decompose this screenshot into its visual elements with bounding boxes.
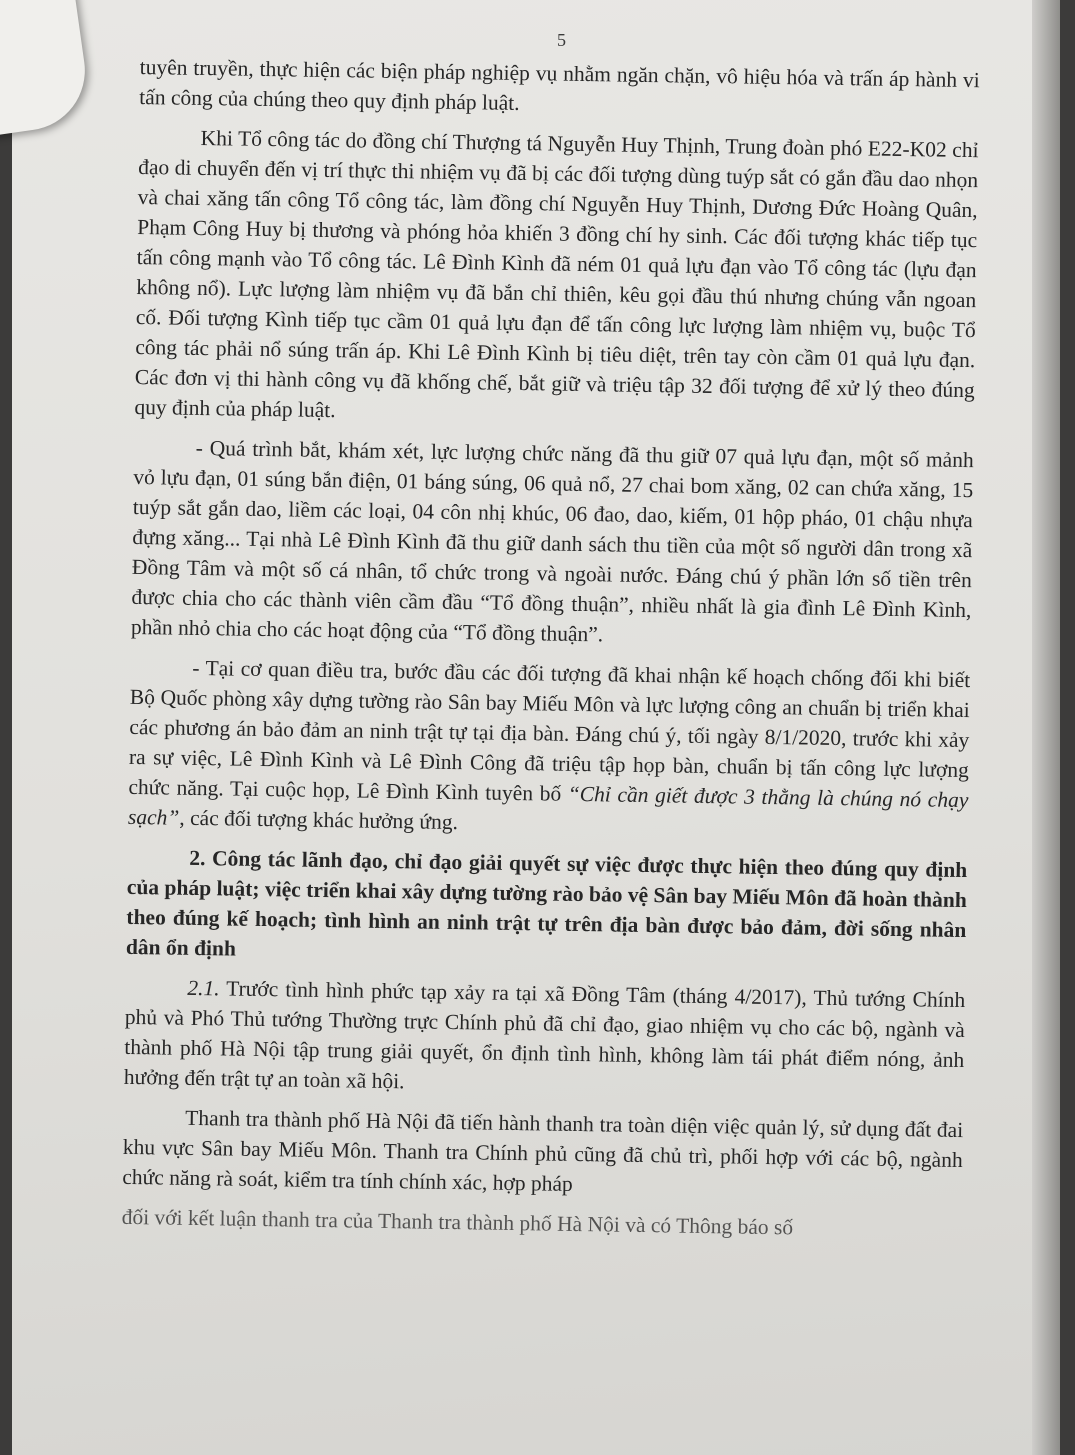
section-text: Trước tình hình phức tạp xảy ra tại xã Đồng Tâm (tháng 4/2017), Thủ tướng Chính phủ và Phó Thủ tướng Thường trực Chính phủ đã chỉ đạo, giao nhiệm vụ cho các bộ, ngành và thành phố Hà Nội tập trung giải quyết, ổn định tình hình, không làm tái phát điểm nóng, ảnh hưởng đến trật tự an toàn xã hội. [123, 976, 966, 1094]
folded-page-corner [0, 0, 93, 137]
paragraph-continuation: tuyên truyền, thực hiện các biện pháp nghiệp vụ nhằm ngăn chặn, vô hiệu hóa và trấn áp hành vi tấn công của chúng theo quy định pháp luật. [139, 54, 980, 115]
cut-off-line: đối với kết luận thanh tra của Thanh tra thành phố Hà Nội và có Thông báo số [121, 1204, 794, 1240]
paragraph-section-2-1 [124, 972, 966, 1105]
paragraph-inspection: Thanh tra thành phố Hà Nội đã tiến hành thanh tra toàn diện việc quản lý, sử dụng đất đai khu vực Sân bay Miếu Môn. Thanh tra Chính phủ cũng đã chủ trì, phối hợp với các bộ, ngành chức năng rà soát, kiểm tra tính chính xác, hợp pháp [122, 1105, 964, 1196]
section-number: 2.1. [187, 975, 220, 1001]
quoted-statement: “Chỉ cần giết được 3 thằng là chúng nó chạy sạch” [127, 781, 969, 830]
paragraph-seized-items: - Quá trình bắt, khám xét, lực lượng chức năng đã thu giữ 07 quả lựu đạn, một số mảnh vỏ lựu đạn, 01 súng bắn điện, 01 báng súng, 06 quả nổ, 27 chai bom xăng, 02 can chứa xăng, 15 tuýp sắt gắn dao, liềm các loại, 04 côn nhị khúc, 06 đao, dao, kiếm, 01 hộp pháo, 01 chậu nhựa đựng xăng... Tại nhà Lê Đình Kình đã thu giữ danh sách thu tiền của một số người dân trong xã Đồng Tâm và một số cá nhân, tổ chức trong và ngoài nước. Đáng chú ý phần lớn số tiền trên được chia cho các thành viên cầm đầu “Tổ đồng thuận”, nhiều nhất là gia đình Lê Đình Kình, phần nhỏ chia cho các hoạt động của “Tổ đồng thuận”. [130, 435, 974, 647]
page-number: 5 [557, 30, 566, 50]
document-body [121, 52, 980, 1255]
investigation-tail: , các đối tượng khác hưởng ứng. [179, 805, 459, 835]
document-page [12, 0, 1060, 1455]
paragraph-attack-account: Khi Tổ công tác do đồng chí Thượng tá Nguyễn Huy Thịnh, Trung đoàn phó E22-K02 chỉ đạo di chuyển đến vị trí thực thi nhiệm vụ đã bị các đối tượng dùng tuýp sắt có gắn đầu dao nhọn và chai xăng tấn công Tổ công tác, làm đồng chí Nguyễn Huy Thịnh, Dương Đức Hoàng Quân, Phạm Công Huy bị thương và phóng hỏa khiến 3 đồng chí hy sinh. Các đối tượng khác tiếp tục tấn công mạnh vào Tổ công tác. Lê Đình Kình đã ném 01 quả lựu đạn vào Tổ công tác (lựu đạn không nổ). Lực lượng làm nhiệm vụ đã bắn chỉ thiên, kêu gọi đầu thú nhưng chúng vẫn ngoan cố. Đối tượng Kình tiếp tục cầm 01 quả lựu đạn để tấn công lực lượng làm nhiệm vụ, buộc Tổ công tác phải nổ súng trấn áp. Khi Lê Đình Kình bị tiêu diệt, trên tay còn cầm 01 quả lựu đạn. Các đơn vị thi hành công vụ đã khống chế, bắt giữ và triệu tập 32 đối tượng để xử lý theo đúng quy định của pháp luật. [134, 125, 979, 423]
investigation-text: - Tại cơ quan điều tra, bước đầu các đối tượng đã khai nhận kế hoạch chống đối khi biết Bộ Quốc phòng xây dựng tường rào Sân bay Miếu Môn và lực lượng công an chuẩn bị triển khai các phương án bảo đảm an ninh trật tự tại địa bàn. Đáng chú ý, tối ngày 8/1/2020, trước khi xảy ra sự việc, Lê Đình Kình và Lê Đình Công đã triệu tập họp bàn, chuẩn bị tấn công lực lượng chức năng. Tại cuộc họp, Lê Đình Kình tuyên bố [128, 655, 971, 806]
paragraph-investigation [128, 652, 971, 845]
page-edge-shadow [1032, 0, 1060, 1455]
section-heading: 2. Công tác lãnh đạo, chỉ đạo giải quyết sự việc được thực hiện theo đúng quy định của pháp luật; việc triển khai xây dựng tường rào bảo vệ Sân bay Miếu Môn đã hoàn thành theo đúng kế hoạch; tình hình an ninh trật tự trên địa bàn được bảo đảm, đời sống nhân dân ổn định [125, 845, 968, 961]
